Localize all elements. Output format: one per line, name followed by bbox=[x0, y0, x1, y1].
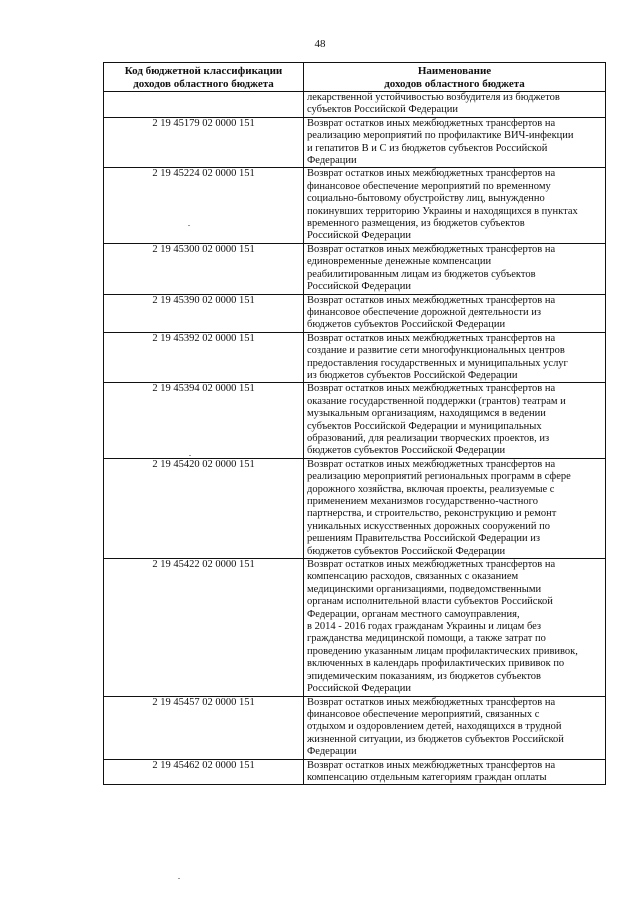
row-name-line: Возврат остатков иных межбюджетных трансфертов на bbox=[307, 117, 556, 129]
row-name bbox=[304, 383, 606, 458]
row-name-line: музыкальным организациям, находящимся в ведении bbox=[307, 408, 546, 420]
header-code bbox=[104, 63, 304, 92]
row-name-line: уникальных искусственных дорожных сооружений по bbox=[307, 520, 551, 532]
row-name-line: оказание государственной поддержки (грантов) театрам и bbox=[307, 395, 566, 407]
row-name-line: единовременные денежные компенсации bbox=[307, 256, 492, 268]
row-name bbox=[304, 332, 606, 383]
row-name-line: бюджетов субъектов Российской Федерации bbox=[307, 319, 506, 331]
header-name-line: Наименование bbox=[417, 65, 492, 77]
page-number: 48 bbox=[314, 38, 326, 50]
header-name-line: доходов областного бюджета bbox=[384, 77, 525, 90]
row-name bbox=[304, 294, 606, 332]
row-name-line: Федерации, органам местного самоуправления, bbox=[307, 608, 520, 620]
row-code: 2 19 45394 02 0000 151 bbox=[104, 383, 304, 458]
row-name-line: Федерации bbox=[307, 155, 357, 167]
row-name-line: Российской Федерации bbox=[307, 281, 411, 293]
table-row bbox=[104, 559, 606, 696]
row-name-line: применением механизмов государственно-частного bbox=[307, 496, 538, 507]
budget-classification-table bbox=[103, 62, 606, 785]
table-row bbox=[104, 458, 606, 558]
row-name-line: в 2014 - 2016 годах гражданам Украины и лицам без bbox=[307, 621, 542, 633]
row-name-line: решениям Правительства Российской Федерации из bbox=[307, 533, 541, 545]
row-code: 2 19 45457 02 0000 151 bbox=[104, 696, 304, 759]
row-code: 2 19 45224 02 0000 151 bbox=[104, 168, 304, 243]
table-row bbox=[104, 243, 606, 294]
row-name-line: эпидемическим показаниям, из бюджетов субъектов bbox=[307, 670, 541, 682]
row-name-line: бюджетов субъектов Российской Федерации bbox=[307, 545, 506, 557]
table-row bbox=[104, 117, 606, 168]
row-name bbox=[304, 696, 606, 759]
row-name-line: социально-бытовому обустройству лиц, вынужденно bbox=[307, 193, 545, 205]
row-name-line: реализацию мероприятий региональных программ в сфере bbox=[307, 471, 571, 483]
row-code: 2 19 45392 02 0000 151 bbox=[104, 332, 304, 383]
row-name-line: отдыхом и оздоровлением детей, находящихся в трудной bbox=[307, 721, 562, 733]
row-name-line: гражданства медицинской помощи, а также затрат по bbox=[307, 633, 546, 645]
scan-speck bbox=[178, 878, 180, 879]
table-row bbox=[104, 294, 606, 332]
row-name-line: и гепатитов В и С из бюджетов субъектов Российской bbox=[307, 142, 548, 154]
row-name-line: компенсацию расходов, связанных с оказанием bbox=[307, 571, 519, 583]
row-name bbox=[304, 168, 606, 243]
row-code: 2 19 45179 02 0000 151 bbox=[104, 117, 304, 168]
row-name-line: финансовое обеспечение дорожной деятельности из bbox=[307, 306, 541, 318]
row-name-line: Российской Федерации bbox=[307, 230, 411, 242]
row-code: 2 19 45300 02 0000 151 bbox=[104, 243, 304, 294]
row-name-line: Возврат остатков иных межбюджетных трансфертов на bbox=[307, 332, 556, 344]
header-code-line: Код бюджетной классификации bbox=[124, 65, 283, 77]
row-name-line: Возврат остатков иных межбюджетных трансфертов на bbox=[307, 696, 556, 708]
row-name bbox=[304, 92, 606, 118]
table-row bbox=[104, 92, 606, 118]
row-name-line: образований, для реализации творческих проектов, из bbox=[307, 432, 550, 444]
row-code: 2 19 45462 02 0000 151 bbox=[104, 759, 304, 785]
row-name bbox=[304, 458, 606, 558]
row-name-line: бюджетов субъектов Российской Федерации bbox=[307, 445, 506, 457]
row-name-line: органам исполнительной власти субъектов Российской bbox=[307, 596, 553, 608]
row-code: 2 19 45390 02 0000 151 bbox=[104, 294, 304, 332]
row-name-line: субъектов Российской Федерации bbox=[307, 104, 459, 116]
row-name-line: дорожного хозяйства, включая проекты, реализуемые с bbox=[307, 483, 555, 495]
row-name-line: субъектов Российской Федерации и муниципальных bbox=[307, 420, 542, 432]
table-row bbox=[104, 332, 606, 383]
header-name bbox=[304, 63, 606, 92]
table-body bbox=[104, 92, 606, 785]
row-name-line: жизненной ситуации, из бюджетов субъектов Российской bbox=[307, 733, 564, 745]
row-code: 2 19 45420 02 0000 151 bbox=[104, 458, 304, 558]
row-name-line: реализацию мероприятий по профилактике ВИЧ-инфекции bbox=[307, 130, 574, 142]
row-name-line: Возврат остатков иных межбюджетных трансфертов на bbox=[307, 294, 556, 306]
row-name-line: из бюджетов субъектов Российской Федерации bbox=[307, 369, 518, 381]
row-name-line: Возврат остатков иных межбюджетных трансфертов на bbox=[307, 168, 556, 180]
table-row bbox=[104, 696, 606, 759]
row-name bbox=[304, 117, 606, 168]
row-name-line: реабилитированным лицам из бюджетов субъектов bbox=[307, 268, 536, 280]
row-name-line: включенных в календарь профилактических прививок по bbox=[307, 658, 565, 670]
row-code: 2 19 45422 02 0000 151 bbox=[104, 559, 304, 696]
row-name-line: финансовое обеспечение мероприятий, связанных с bbox=[307, 708, 540, 720]
row-name-line: Возврат остатков иных межбюджетных трансфертов на bbox=[307, 458, 556, 470]
row-name-line: проведению указанным лицам профилактических прививок, bbox=[307, 645, 578, 657]
table-row bbox=[104, 383, 606, 458]
row-name-line: партнерства, и строительство, реконструкцию и ремонт bbox=[307, 508, 557, 520]
table-row bbox=[104, 168, 606, 243]
row-name-line: лекарственной устойчивостью возбудителя из бюджетов bbox=[307, 92, 560, 103]
row-name-line: покинувших территорию Украины и находящихся в пунктах bbox=[307, 205, 578, 217]
scan-speck bbox=[188, 225, 190, 226]
row-name-line: создание и развитие сети многофункциональных центров bbox=[307, 345, 565, 357]
table-row bbox=[104, 759, 606, 785]
scan-speck bbox=[189, 455, 191, 456]
row-name-line: Федерации bbox=[307, 746, 357, 758]
row-name-line: компенсацию отдельным категориям граждан оплаты bbox=[307, 771, 547, 783]
row-name bbox=[304, 243, 606, 294]
row-name-line: Возврат остатков иных межбюджетных трансфертов на bbox=[307, 759, 556, 771]
row-name-line: временного размещения, из бюджетов субъектов bbox=[307, 218, 525, 230]
row-name bbox=[304, 759, 606, 785]
row-name-line: медицинскими организациями, подведомственными bbox=[307, 583, 542, 595]
table-header-row bbox=[104, 63, 606, 92]
row-name-line: Возврат остатков иных межбюджетных трансфертов на bbox=[307, 559, 556, 571]
row-name-line: Российской Федерации bbox=[307, 683, 411, 695]
row-name-line: предоставления государственных и муниципальных услуг bbox=[307, 357, 568, 369]
header-code-line: доходов областного бюджета bbox=[133, 77, 274, 90]
row-name-line: финансовое обеспечение мероприятий по временному bbox=[307, 180, 551, 192]
row-name-line: Возврат остатков иных межбюджетных трансфертов на bbox=[307, 243, 556, 255]
row-name bbox=[304, 559, 606, 696]
row-name-line: Возврат остатков иных межбюджетных трансфертов на bbox=[307, 383, 556, 395]
row-code bbox=[104, 92, 304, 118]
